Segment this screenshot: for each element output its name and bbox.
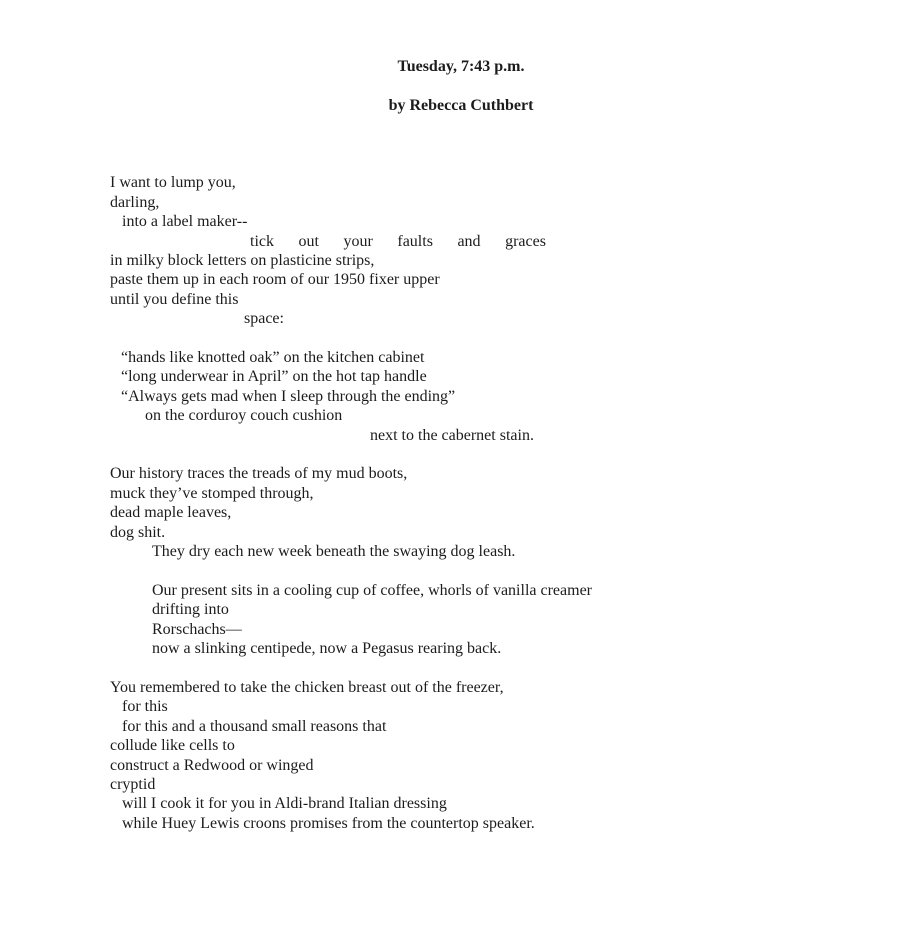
poem-line: muck they’ve stomped through, bbox=[110, 484, 314, 502]
poem-line: I want to lump you, bbox=[110, 174, 236, 192]
poem-line: “long underwear in April” on the hot tap handle bbox=[121, 368, 427, 386]
poem-title: Tuesday, 7:43 p.m. bbox=[397, 58, 525, 75]
poem-line: “hands like knotted oak” on the kitchen cabinet bbox=[121, 349, 425, 367]
poem-line: “Always gets mad when I sleep through the ending” bbox=[121, 387, 456, 405]
poem-word: graces bbox=[505, 232, 546, 250]
poem-line: for this bbox=[122, 698, 168, 716]
poem-line: now a slinking centipede, now a Pegasus rearing back. bbox=[152, 640, 502, 658]
poem-stanza bbox=[110, 581, 922, 659]
poem-line: will I cook it for you in Aldi-brand Italian dressing bbox=[122, 795, 447, 813]
poem-line: paste them up in each room of our 1950 fixer upper bbox=[110, 271, 440, 289]
poem-word: out bbox=[298, 232, 319, 250]
poem-line: dead maple leaves, bbox=[110, 504, 232, 522]
poem-line: collude like cells to bbox=[110, 737, 235, 755]
poem-line: They dry each new week beneath the swaying dog leash. bbox=[152, 543, 516, 561]
poem-word: and bbox=[457, 232, 481, 250]
poem-line bbox=[250, 232, 546, 251]
poem-line: construct a Redwood or winged bbox=[110, 756, 314, 774]
poem-stanza bbox=[110, 678, 922, 833]
poem-line: drifting into bbox=[152, 601, 229, 619]
poem-stanza bbox=[110, 173, 922, 328]
poem-stanza bbox=[110, 348, 922, 445]
poem-line: while Huey Lewis croons promises from the countertop speaker. bbox=[122, 814, 535, 832]
poem-word: faults bbox=[397, 232, 433, 250]
poem-line: dog shit. bbox=[110, 523, 166, 541]
poem-line: for this and a thousand small reasons that bbox=[122, 717, 387, 735]
poem-line: Our present sits in a cooling cup of coffee, whorls of vanilla creamer bbox=[152, 581, 592, 599]
poem-line: in milky block letters on plasticine strips, bbox=[110, 252, 375, 270]
poem-byline: by Rebecca Cuthbert bbox=[388, 96, 534, 114]
poem-line: until you define this bbox=[110, 290, 239, 308]
poem-line: cryptid bbox=[110, 775, 156, 793]
poem-line: darling, bbox=[110, 193, 160, 211]
poem-line: into a label maker-- bbox=[122, 213, 248, 231]
poem-line: Rorschachs— bbox=[152, 620, 242, 638]
poem-line: on the corduroy couch cushion bbox=[145, 407, 343, 425]
poem-word: your bbox=[343, 232, 373, 250]
poem-body bbox=[110, 173, 922, 833]
poem-stanza bbox=[110, 464, 922, 561]
poem-line: Our history traces the treads of my mud boots, bbox=[110, 465, 408, 483]
poem-word: tick bbox=[250, 232, 274, 250]
poem-line: next to the cabernet stain. bbox=[370, 426, 534, 444]
poem-line: You remembered to take the chicken breast out of the freezer, bbox=[110, 678, 504, 696]
poem-line: space: bbox=[244, 310, 284, 328]
